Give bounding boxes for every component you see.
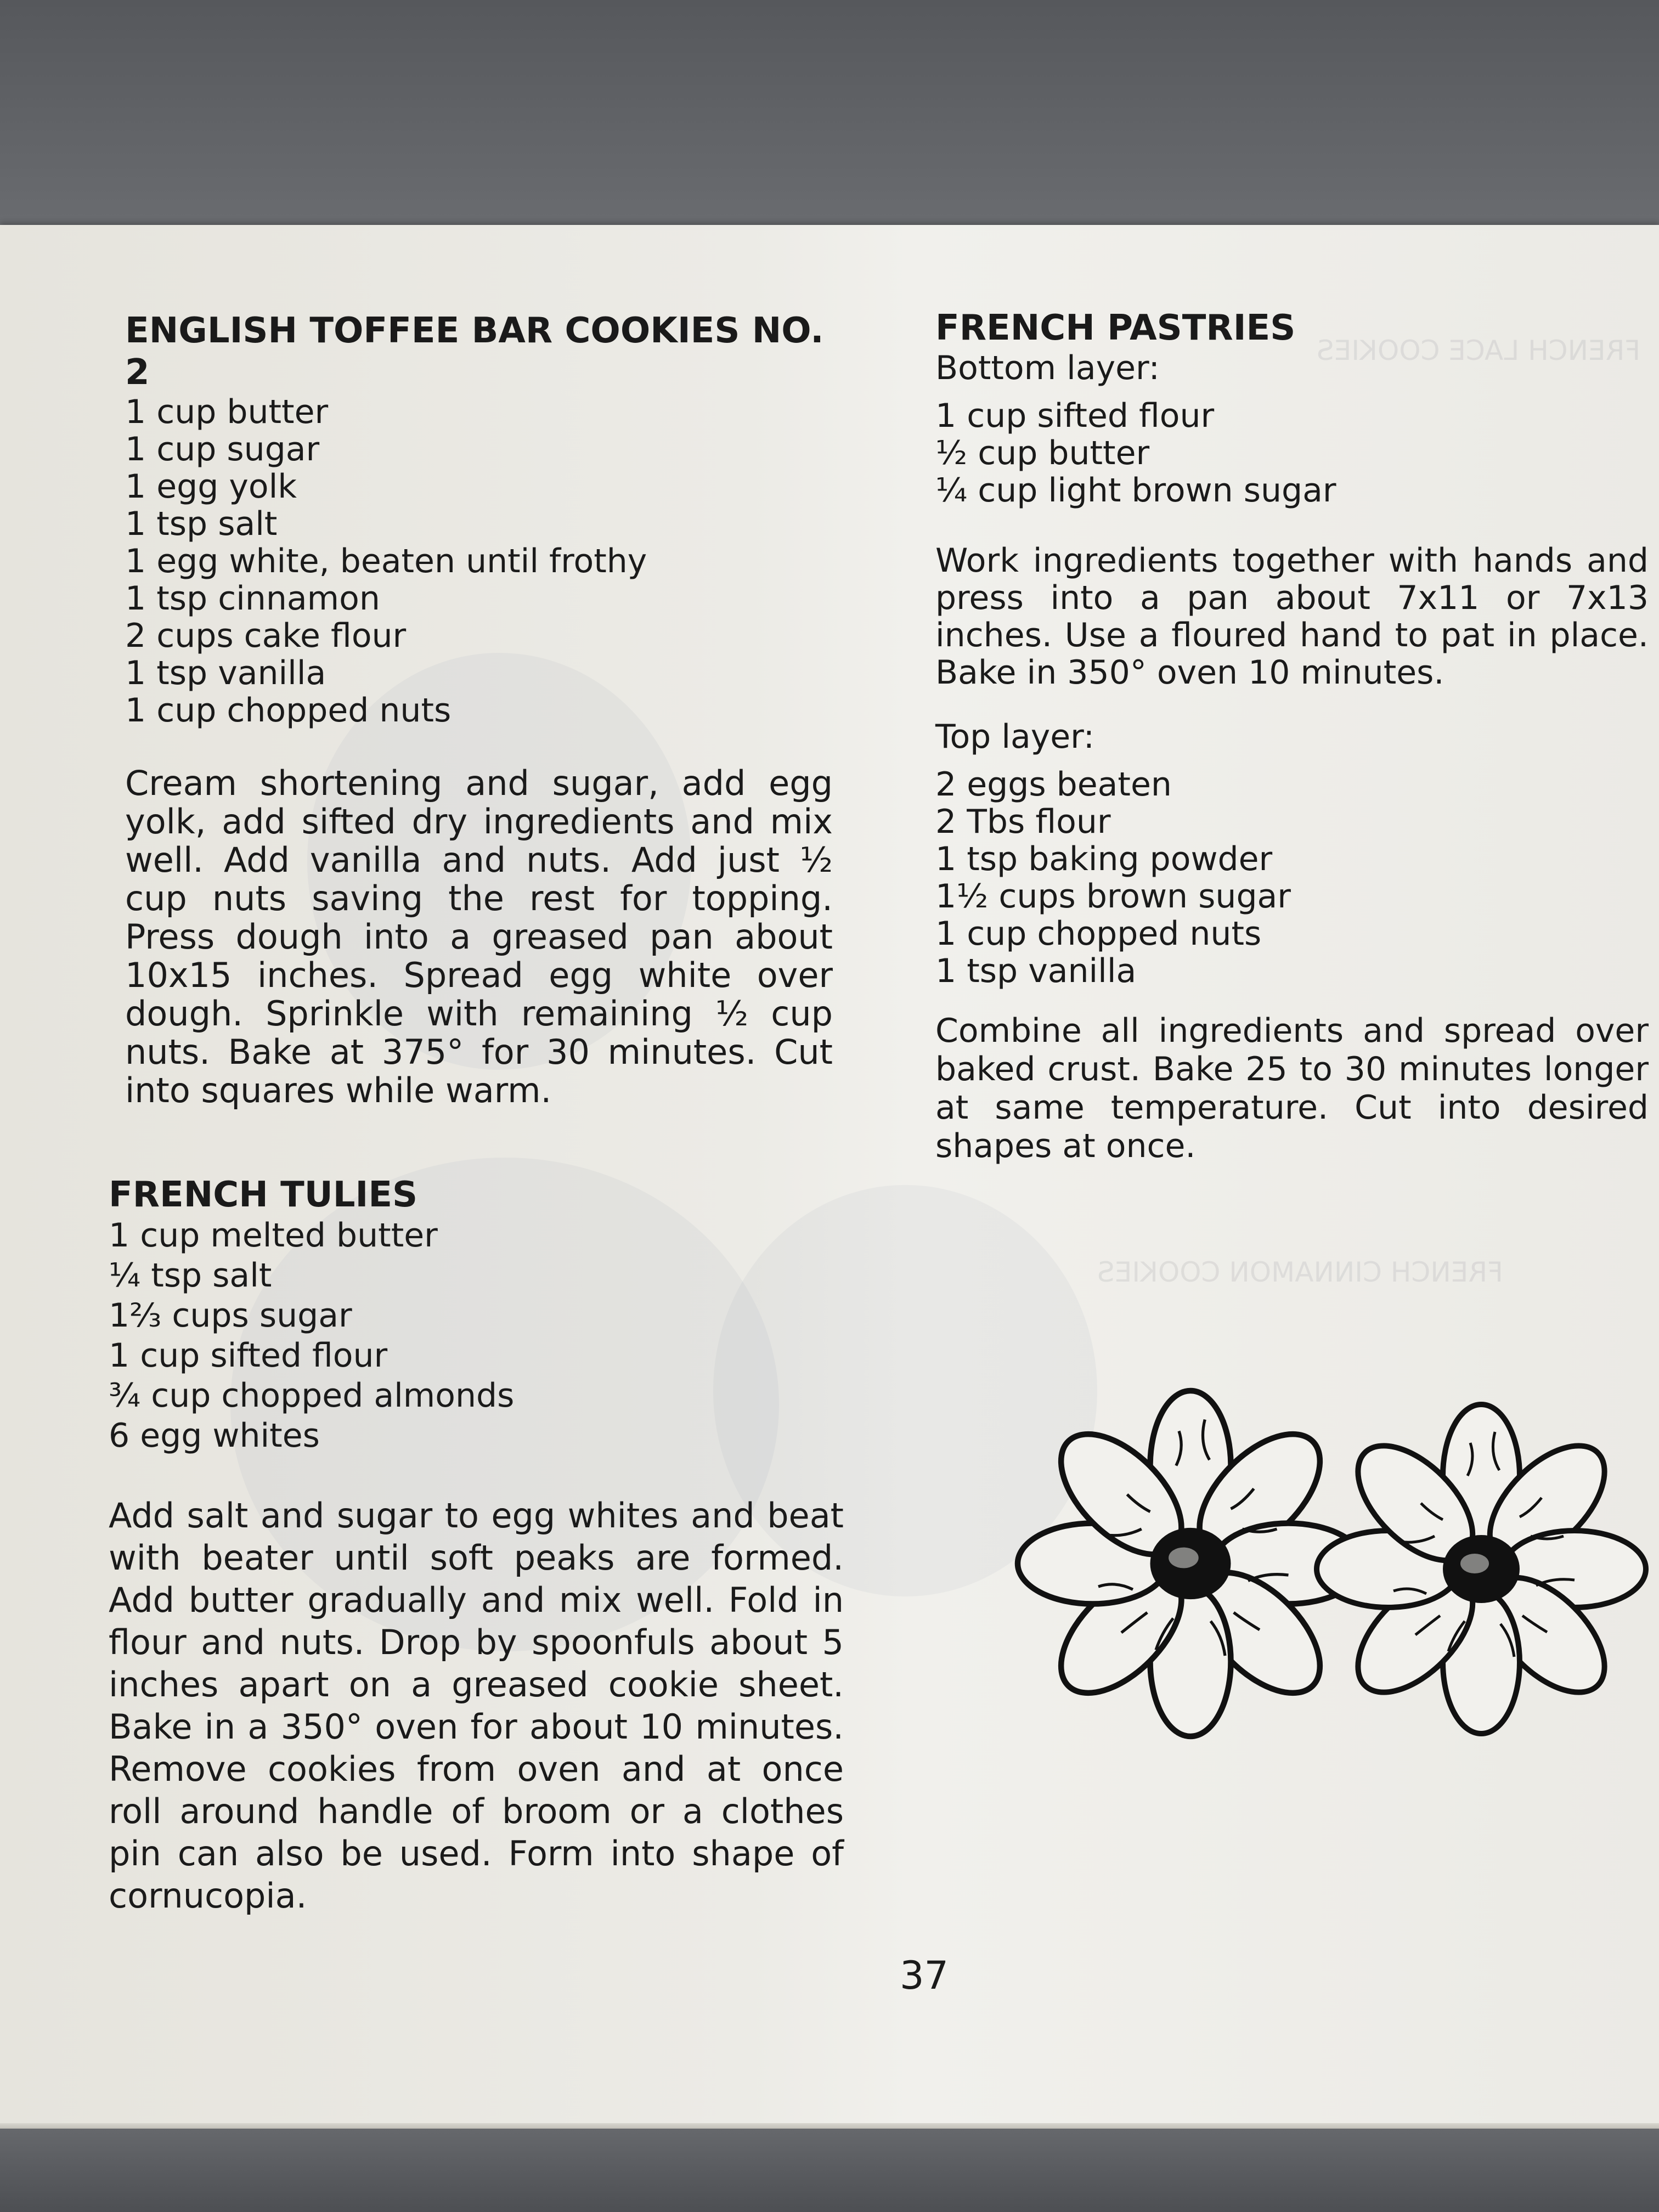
ingredient-list <box>125 393 833 729</box>
ingredient-item: 1 cup butter <box>125 393 329 431</box>
ingredient-list <box>935 397 1649 509</box>
recipe-title: ENGLISH TOFFEE BAR COOKIES NO. 2 <box>125 311 824 393</box>
ingredient-item: 6 egg whites <box>109 1417 320 1455</box>
background-top <box>0 0 1659 230</box>
ingredient-item: 1⅔ cups sugar <box>109 1296 352 1335</box>
ingredient-item: ½ cup butter <box>935 434 1150 472</box>
ingredient-item: 2 eggs beaten <box>935 765 1172 804</box>
ingredient-list <box>935 766 1649 990</box>
ingredient-list <box>109 1216 844 1456</box>
recipe-directions: Combine all ingredients and spread over baked crust. Bake 25 to 30 minutes longer at same temperature. Cut into desired shapes at once. <box>935 1012 1649 1165</box>
ingredient-item: 1 cup sifted flour <box>109 1336 388 1375</box>
background-bottom <box>0 2129 1659 2212</box>
recipe-title: FRENCH PASTRIES <box>935 308 1296 348</box>
ingredient-item: 2 Tbs flour <box>935 803 1111 841</box>
pastry-flowers-drawing <box>1009 1383 1659 1756</box>
section-label: Bottom layer: <box>935 349 1160 387</box>
ingredient-item: ¾ cup chopped almonds <box>109 1376 515 1415</box>
bleed-through-text: FRENCH CINNAMON COOKIES <box>1097 1256 1503 1288</box>
recipe-french-pastries <box>935 307 1649 1165</box>
ingredient-item: 1 tsp baking powder <box>935 840 1273 878</box>
recipe-title: FRENCH TULIES <box>109 1175 418 1215</box>
recipe-french-tulies <box>109 1174 844 1917</box>
ingredient-item: 1 cup chopped nuts <box>125 691 452 730</box>
ingredient-item: 1 egg yolk <box>125 467 297 506</box>
ingredient-item: 1 tsp salt <box>125 505 278 543</box>
ingredient-item: ¼ cup light brown sugar <box>935 471 1336 510</box>
ingredient-item: 1 tsp cinnamon <box>125 579 380 618</box>
ingredient-item: 1 cup sifted flour <box>935 397 1215 435</box>
ingredient-item: 1 cup sugar <box>125 430 320 469</box>
ingredient-item: 1 egg white, beaten until frothy <box>125 542 647 580</box>
ingredient-item: 1 cup melted butter <box>109 1216 438 1255</box>
recipe-english-toffee <box>125 310 833 1110</box>
recipe-directions: Work ingredients together with hands and press into a pan about 7x11 or 7x13 inches. Use a floured hand to pat in place. Bake in 350° oven 10 minutes. <box>935 541 1649 692</box>
ingredient-item: 1 tsp vanilla <box>125 654 326 692</box>
ingredient-item: 1 tsp vanilla <box>935 952 1137 990</box>
section-label: Top layer: <box>935 718 1095 756</box>
ingredient-item: ¼ tsp salt <box>109 1256 272 1295</box>
ingredient-item: 2 cups cake flour <box>125 617 407 655</box>
page-number: 37 <box>900 1953 949 1998</box>
bleed-through-text: FRENCH LACE COOKIES <box>1317 335 1641 366</box>
recipe-directions: Add salt and sugar to egg whites and beat with beater until soft peaks are formed. Add butter gradually and mix well. Fold in flour and nuts. Drop by spoonfuls about 5 inches apart on a greased cookie sheet. Bake in a 350° oven for about 10 minutes. Remove cookies from oven and at once roll around handle of broom or a clothes pin can also be used. Form into shape of cornucopia. <box>109 1496 844 1916</box>
recipe-directions: Cream shortening and sugar, add egg yolk, add sifted dry ingredients and mix well. Add vanilla and nuts. Add just ½ cup nuts saving the rest for topping. Press dough into a greased pan about 10x15 inches. Spread egg white over dough. Sprinkle with remaining ½ cup nuts. Bake at 375° for 30 minutes. Cut into squares while warm. <box>125 763 833 1110</box>
ingredient-item: 1 cup chopped nuts <box>935 915 1262 953</box>
ingredient-item: 1½ cups brown sugar <box>935 877 1291 916</box>
